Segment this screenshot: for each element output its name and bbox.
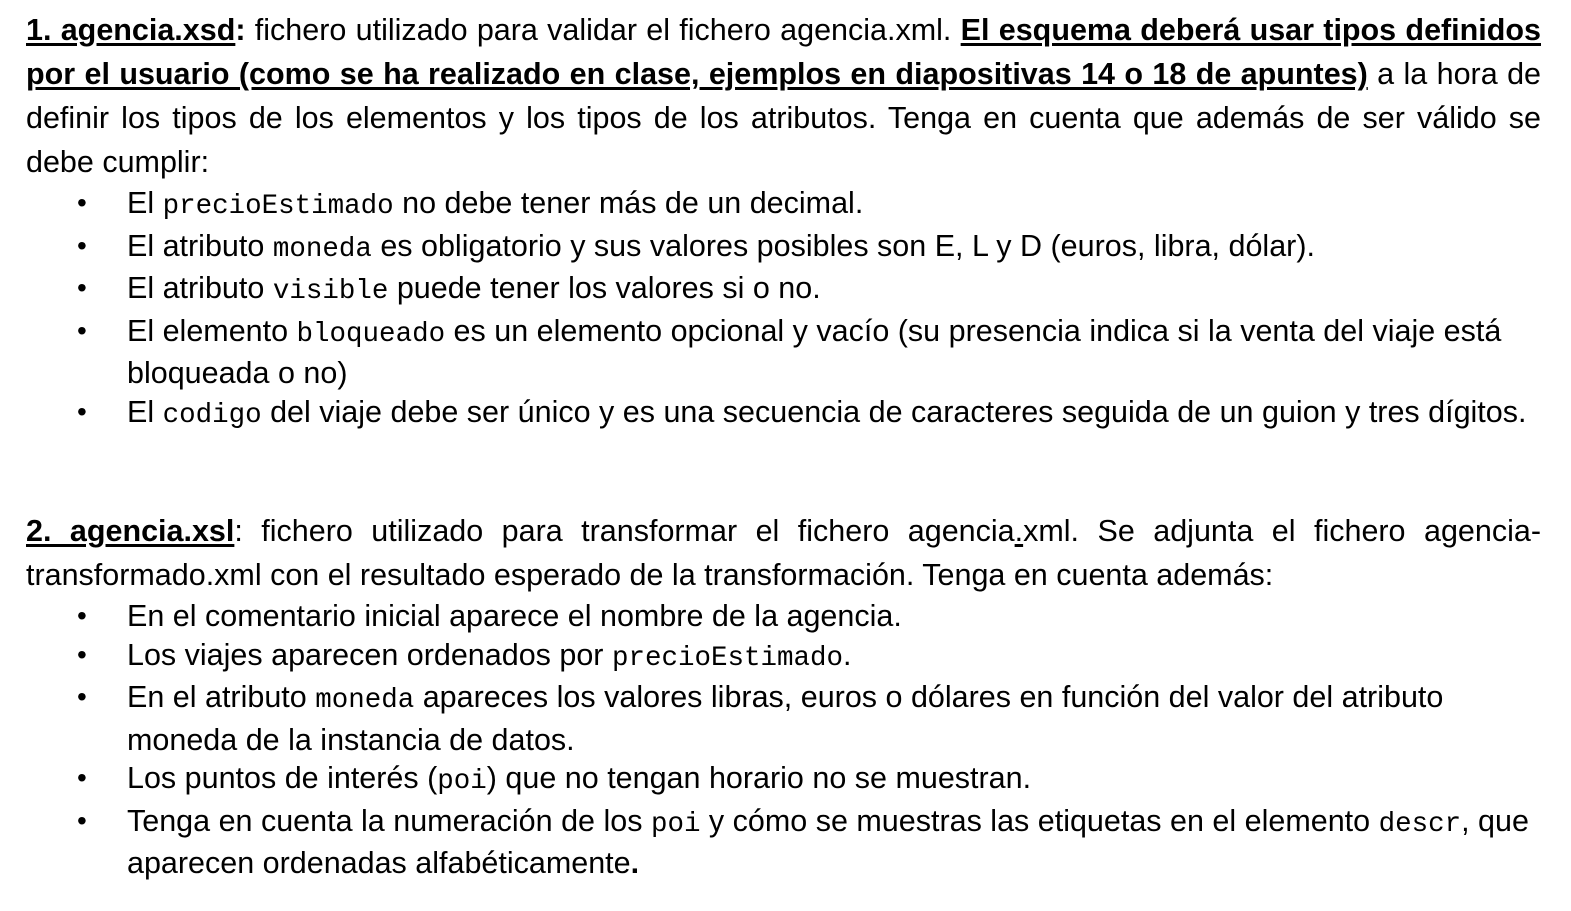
- bullet-icon: •: [77, 395, 87, 427]
- item-code: descr: [1378, 808, 1462, 840]
- list-item: [26, 759, 1541, 802]
- item-text: Los puntos de interés (: [127, 761, 438, 795]
- bullet-icon: •: [77, 638, 87, 670]
- section-2-dot: .: [1014, 514, 1024, 548]
- item-text: El: [127, 394, 163, 429]
- item-code: precioEstimado: [162, 191, 394, 222]
- section-2-text-b: xml. Se adjunta el fichero agencia-transformado.xml con el resultado esperado de la transformación. Tenga en cuenta además:: [26, 514, 1541, 592]
- list-item: [26, 269, 1541, 312]
- item-code: poi: [437, 766, 487, 797]
- section-1-text-b: a la hora de definir los tipos de los elementos y los tipos de los atributos. Tenga en cuenta que además de ser válido se debe cumplir:: [26, 57, 1541, 179]
- bullet-icon: •: [77, 187, 87, 218]
- item-code: moneda: [272, 233, 372, 265]
- item-text: En el comentario inicial aparece el nombre de la agencia.: [127, 599, 902, 633]
- item-text: ) que no tengan horario no se muestran.: [486, 761, 1032, 795]
- section-1-text-a: fichero utilizado para validar el fichero agencia.xml.: [245, 13, 961, 47]
- item-code: poi: [650, 808, 701, 840]
- bullet-icon: •: [77, 762, 87, 793]
- bullet-icon: •: [77, 600, 87, 631]
- section-1-colon: :: [235, 13, 246, 47]
- item-text: El atributo: [127, 228, 273, 263]
- item-text: apareces los valores libras, euros o dólares en función del valor del atributo moneda de la instancia de datos.: [127, 680, 1444, 757]
- section-2-intro: [26, 509, 1541, 597]
- document-page: [26, 8, 1541, 883]
- list-item: [26, 312, 1541, 393]
- section-2-list: [26, 597, 1541, 883]
- item-text: En el atributo: [127, 680, 316, 714]
- section-1-emphasis: El esquema deberá usar tipos definidos por el usuario (como se ha realizado en clase, ejemplos en diapositivas 14 o 18 de apuntes): [26, 13, 1541, 91]
- section-1-list: [26, 184, 1541, 435]
- item-code: precioEstimado: [611, 642, 843, 674]
- bullet-icon: •: [77, 314, 87, 346]
- item-text: puede tener los valores si o no.: [388, 271, 821, 305]
- section-1-heading: 1. agencia.xsd: [26, 13, 236, 47]
- item-code: visible: [272, 276, 389, 307]
- item-text: es obligatorio y sus valores posibles son E, L y D (euros, libra, dólar).: [371, 228, 1315, 263]
- list-item: [26, 393, 1541, 436]
- bullet-icon: •: [77, 804, 87, 836]
- bullet-icon: •: [77, 229, 87, 261]
- section-2-text-a: : fichero utilizado para transformar el fichero agencia: [234, 514, 1015, 548]
- list-item: [26, 227, 1541, 270]
- list-item: [26, 636, 1541, 679]
- list-item: [26, 678, 1541, 759]
- item-text: Tenga en cuenta la numeración de los: [127, 803, 651, 838]
- item-code: moneda: [315, 685, 415, 716]
- item-text: y cómo se muestras las etiquetas en el elemento: [700, 803, 1379, 838]
- item-text: El: [127, 186, 163, 220]
- list-item: [26, 802, 1541, 883]
- item-text: Los viajes aparecen ordenados por: [127, 637, 612, 672]
- section-1-intro: [26, 8, 1541, 184]
- item-end-period: .: [630, 846, 640, 880]
- item-text: no debe tener más de un decimal.: [393, 186, 864, 220]
- bullet-icon: •: [77, 272, 87, 303]
- item-text: , que aparecen ordenadas alfabéticamente: [127, 803, 1529, 880]
- item-code: bloqueado: [296, 318, 446, 350]
- item-text: El elemento: [127, 313, 297, 348]
- item-text: es un elemento opcional y vacío (su presencia indica si la venta del viaje está bloqueada o no): [127, 313, 1502, 390]
- bullet-icon: •: [77, 681, 87, 712]
- list-item: [26, 597, 1541, 636]
- list-item: [26, 184, 1541, 227]
- section-2-heading: 2. agencia.xsl: [26, 514, 235, 548]
- item-code: codigo: [162, 399, 262, 431]
- item-text: El atributo: [127, 271, 273, 305]
- item-text: del viaje debe ser único y es una secuencia de caracteres seguida de un guion y tres dígitos.: [261, 394, 1527, 429]
- item-text: .: [842, 637, 852, 672]
